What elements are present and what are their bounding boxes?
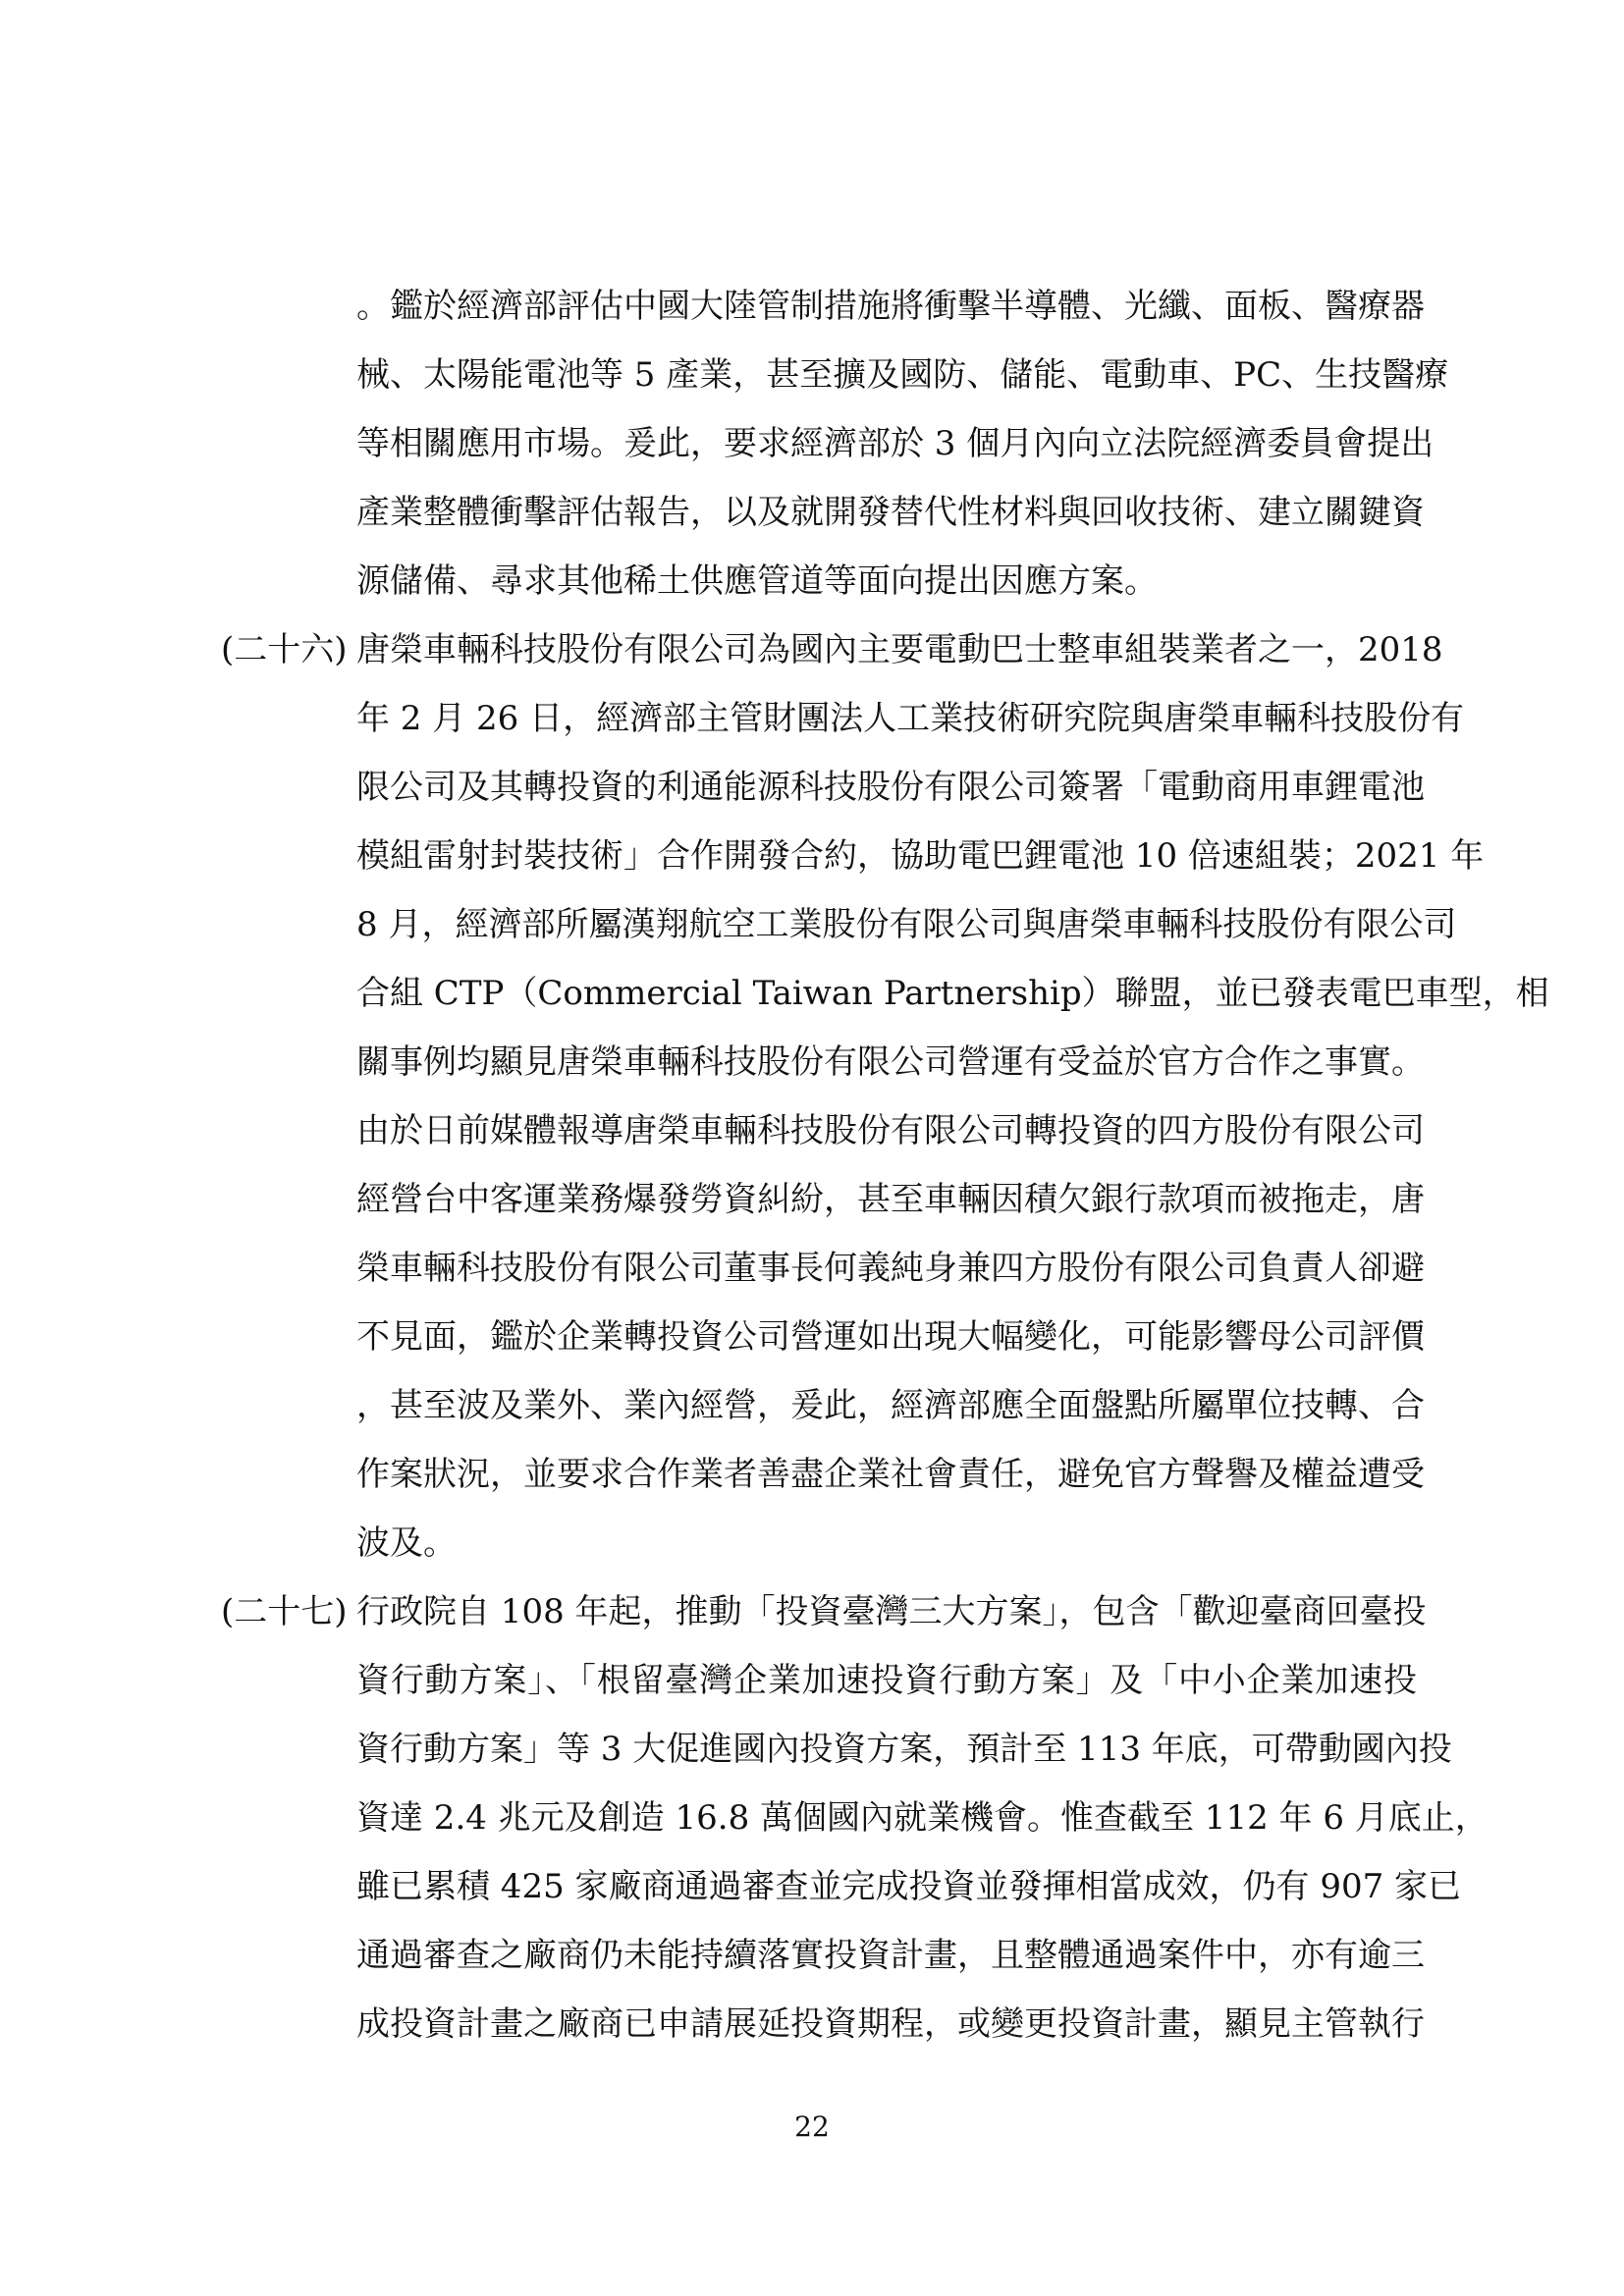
item-label: (二十六) [221, 630, 348, 669]
text-line: 械、太陽能電池等 5 產業，甚至擴及國防、儲能、電動車、PC、生技醫療 [356, 355, 1449, 395]
text-line: 合組 CTP（Commercial Taiwan Partnership）聯盟，並已發表電巴車型，相 [356, 974, 1549, 1013]
text-line: 不見面，鑑於企業轉投資公司營運如出現大幅變化，可能影響母公司評價 [356, 1317, 1425, 1357]
text-line: 行政院自 108 年起，推動「投資臺灣三大方案」，包含「歡迎臺商回臺投 [356, 1592, 1427, 1631]
text-line: 唐榮車輛科技股份有限公司為國內主要電動巴士整車組裝業者之一，2018 [356, 630, 1443, 669]
text-line: 限公司及其轉投資的利通能源科技股份有限公司簽署「電動商用車鋰電池 [356, 768, 1425, 807]
text-line: 通過審查之廠商仍未能持續落實投資計畫，且整體通過案件中，亦有逾三 [356, 1936, 1425, 1975]
text-line: 資行動方案」等 3 大促進國內投資方案，預計至 113 年底，可帶動國內投 [356, 1730, 1452, 1769]
text-line: 源儲備、尋求其他稀土供應管道等面向提出因應方案。 [356, 561, 1158, 601]
text-line: 資達 2.4 兆元及創造 16.8 萬個國內就業機會。惟查截至 112 年 6 月底止， [356, 1798, 1489, 1838]
text-line: 經營台中客運業務爆發勞資糾紛，甚至車輛因積欠銀行款項而被拖走，唐 [356, 1180, 1425, 1219]
text-line: 年 2 月 26 日，經濟部主管財團法人工業技術研究院與唐榮車輛科技股份有 [356, 699, 1465, 738]
text-line: 成投資計畫之廠商已申請展延投資期程，或變更投資計畫，顯見主管執行 [356, 2004, 1425, 2044]
text-line: 榮車輛科技股份有限公司董事長何義純身兼四方股份有限公司負責人卻避 [356, 1249, 1425, 1288]
text-line: 模組雷射封裝技術」合作開發合約，協助電巴鋰電池 10 倍速組裝；2021 年 [356, 836, 1485, 876]
text-line: 。鑑於經濟部評估中國大陸管制措施將衝擊半導體、光纖、面板、醫療器 [356, 287, 1425, 326]
text-line: ，甚至波及業外、業內經營，爰此，經濟部應全面盤點所屬單位技轉、合 [356, 1386, 1425, 1425]
text-line: 作案狀況，並要求合作業者善盡企業社會責任，避免官方聲譽及權益遭受 [356, 1455, 1425, 1494]
text-line: 雖已累積 425 家廠商通過審查並完成投資並發揮相當成效，仍有 907 家已 [356, 1867, 1462, 1906]
text-line: 產業整體衝擊評估報告，以及就開發替代性材料與回收技術、建立關鍵資 [356, 493, 1425, 532]
text-line: 關事例均顯見唐榮車輛科技股份有限公司營運有受益於官方合作之事實。 [356, 1042, 1425, 1082]
text-line: 由於日前媒體報導唐榮車輛科技股份有限公司轉投資的四方股份有限公司 [356, 1111, 1425, 1150]
text-line: 等相關應用市場。爰此，要求經濟部於 3 個月內向立法院經濟委員會提出 [356, 424, 1435, 463]
text-line: 8 月，經濟部所屬漢翔航空工業股份有限公司與唐榮車輛科技股份有限公司 [356, 905, 1457, 944]
item-label: (二十七) [221, 1592, 348, 1631]
page-number: 22 [794, 2110, 830, 2143]
text-line: 資行動方案」、「根留臺灣企業加速投資行動方案」及「中小企業加速投 [356, 1661, 1417, 1700]
text-line: 波及。 [356, 1523, 457, 1563]
